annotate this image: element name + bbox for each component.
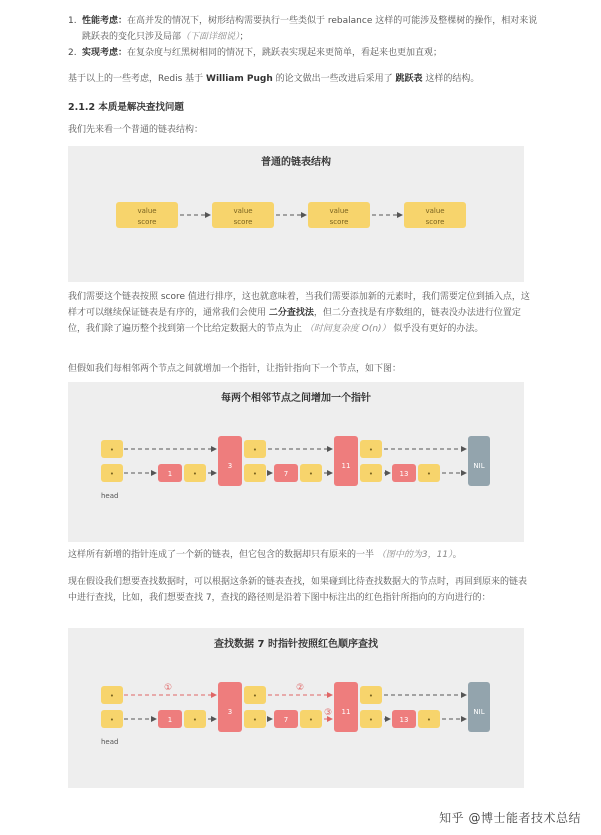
list-item (68, 46, 538, 62)
sort-text-c: 似乎没有更好的办法。 (390, 323, 484, 334)
node-key-label: 3 (227, 462, 233, 470)
binary-search-term: 二分查找法 (268, 307, 314, 318)
new-list-text-a: 这样所有新增的指针连成了一个新的链表，但它包含的数据却只有原来的一半 (68, 550, 377, 560)
nil-label: NIL (473, 708, 485, 716)
zhihu-watermark: 知乎 @博士能者技术总结 (439, 811, 581, 825)
head-label: head (101, 492, 119, 500)
pointer-dot: • (426, 716, 432, 724)
sort-text-a: 我们需要这个链表按照 score 值进行排序，这也就意味着，当我们需要添加新的元素时，我们需要定位到插入点，这样才可以继续保证链表是有序的，通常我们会使用 (68, 292, 530, 318)
node-key-label: 13 (399, 716, 409, 724)
new-list-hint: （图中的为3，11） (376, 550, 453, 560)
node-key-label: 1 (167, 716, 173, 724)
pointer-dot: • (109, 716, 115, 724)
node-score-label: score (233, 218, 253, 226)
pointer-dot: • (252, 716, 258, 724)
linked-list-diagram (68, 146, 524, 282)
list-item (68, 14, 538, 46)
intro-text-c: 这样的结构。 (422, 74, 480, 84)
pointer-dot: • (368, 470, 374, 478)
pointer-dot: • (252, 470, 258, 478)
complexity-hint: （时间复杂度 O(n)） (304, 323, 391, 334)
node-value-label: value (425, 207, 445, 215)
search-paragraph: 现在假设我们想要查找数据时，可以根据这条新的链表查找，如果碰到比待查找数据大的节点时，再回到原来的链表中进行查找，比如，我们想要查找 7，查找的路径则是沿着下图中标注出的红色指针所指向的方向进行的： (68, 577, 528, 603)
skip-node-tall (218, 682, 242, 732)
node-key-label: 1 (167, 470, 173, 478)
list-item-text: 在高并发的情况下，树形结构需要执行一些类似于 rebalance 这样的可能涉及整棵树的操作，相对来说跳跃表的变化只涉及局部 (82, 16, 538, 42)
pointer-dot: • (192, 470, 198, 478)
considerations-list (68, 14, 538, 61)
search-step-marker: ② (295, 683, 305, 693)
diagram-title: 查找数据 7 时指针按照红色顺序查找 (214, 639, 378, 650)
pointer-paragraph: 但假如我们每相邻两个节点之间就增加一个指针，让指针指向下一个节点，如下图： (68, 364, 402, 374)
pointer-dot: • (368, 446, 374, 454)
nil-label: NIL (473, 462, 485, 470)
pointer-dot: • (252, 446, 258, 454)
search-path-svg (68, 628, 524, 788)
intro-text-b: 的论文做出一些改进后采用了 (272, 74, 396, 84)
nil-node (468, 682, 490, 732)
node-value-label: value (137, 207, 157, 215)
node-key-label: 11 (341, 462, 351, 470)
skip-node-tall (334, 436, 358, 486)
section-title: 2.1.2 本质是解决查找问题 (68, 102, 184, 113)
pointer-dot: • (308, 716, 314, 724)
diagram-title: 普通的链表结构 (261, 157, 331, 168)
node-score-label: score (329, 218, 349, 226)
pointer-dot: • (109, 446, 115, 454)
new-list-paragraph (68, 548, 530, 564)
linked-list-svg (68, 146, 524, 282)
skiplist-term: 跳跃表 (395, 74, 423, 84)
pointer-dot: • (109, 692, 115, 700)
head-label: head (101, 738, 119, 746)
linked-list-paragraph: 我们先来看一个普通的链表结构： (68, 125, 204, 135)
pointer-dot: • (426, 470, 432, 478)
two-level-diagram (68, 382, 524, 542)
pointer-dot: • (109, 470, 115, 478)
skip-node-tall (334, 682, 358, 732)
pointer-dot: • (368, 692, 374, 700)
intro-paragraph (68, 72, 530, 88)
list-item-title: 性能考虑： (82, 16, 128, 26)
search-step-marker: ③ (323, 708, 333, 718)
sort-text-b: ，但二分查找是有序数组的，链表没办法进行位置定位，我们除了遍历整个找到第一个比给定数据大的节点为止 (68, 307, 521, 334)
pointer-dot: • (252, 692, 258, 700)
node-key-label: 7 (283, 716, 289, 724)
node-score-label: score (425, 218, 445, 226)
pointer-dot: • (308, 470, 314, 478)
pointer-dot: • (192, 716, 198, 724)
new-list-text-b: 。 (452, 550, 462, 560)
two-level-svg (68, 382, 524, 542)
node-key-label: 3 (227, 708, 233, 716)
intro-text-a: 基于以上的一些考虑，Redis 基于 (68, 74, 207, 84)
node-key-label: 7 (283, 470, 289, 478)
list-item-hint: （下面详细说） (181, 31, 240, 42)
search-path-diagram (68, 628, 524, 788)
list-item-text: 在复杂度与红黑树相同的情况下，跳跃表实现起来更简单，看起来也更加直观； (127, 47, 443, 58)
skip-node-tall (218, 436, 242, 486)
list-number: 1. (68, 16, 77, 26)
node-score-label: score (137, 218, 157, 226)
node-key-label: 11 (341, 708, 351, 716)
node-value-label: value (329, 207, 349, 215)
pointer-dot: • (368, 716, 374, 724)
list-item-title: 实现考虑： (82, 47, 128, 58)
node-value-label: value (233, 207, 253, 215)
node-key-label: 13 (399, 470, 409, 478)
search-step-marker: ① (163, 683, 173, 693)
author-name: William Pugh (206, 74, 273, 84)
diagram-title: 每两个相邻节点之间增加一个指针 (221, 393, 371, 404)
list-item-end: ； (239, 31, 249, 42)
sort-paragraph (68, 290, 530, 337)
list-number: 2. (68, 47, 77, 58)
nil-node (468, 436, 490, 486)
